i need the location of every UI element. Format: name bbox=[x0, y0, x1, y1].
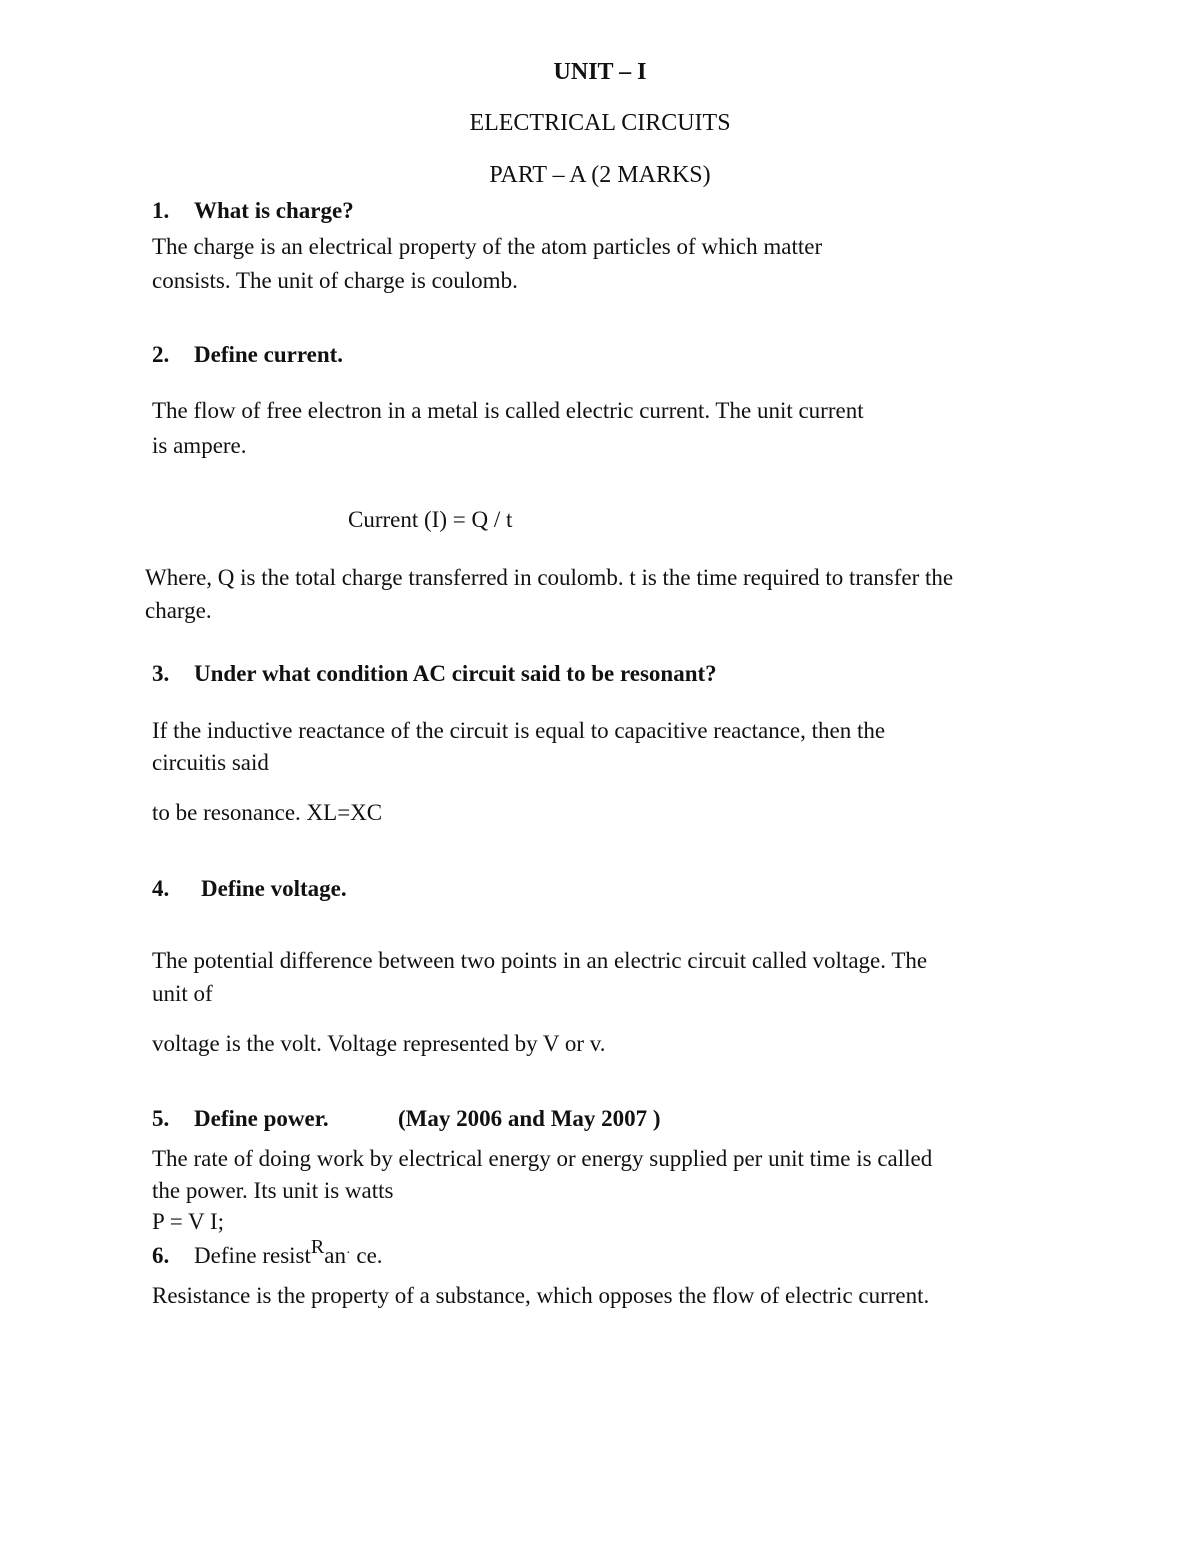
answer-3-line-2: circuitis said bbox=[152, 750, 269, 775]
answer-1-line-1: The charge is an electrical property of the atom particles of which matter bbox=[152, 234, 823, 259]
answer-4-line-2: unit of bbox=[152, 981, 213, 1006]
question-number: 2. bbox=[152, 342, 170, 367]
answer-5-line-1: The rate of doing work by electrical energy or energy supplied per unit time is called bbox=[152, 1146, 933, 1171]
question-title-part: ce. bbox=[350, 1243, 383, 1268]
part-heading: PART – A (2 MARKS) bbox=[489, 162, 711, 188]
question-5-exam-note: (May 2006 and May 2007 ) bbox=[398, 1106, 661, 1131]
answer-3-line-3: to be resonance. XL=XC bbox=[152, 800, 383, 825]
question-title-stray-mark: · bbox=[345, 1246, 351, 1261]
question-6 bbox=[152, 1236, 383, 1274]
question-title: Define power. bbox=[194, 1106, 329, 1131]
question-number: 1. bbox=[152, 198, 170, 223]
question-title: Define voltage. bbox=[201, 876, 347, 901]
question-number: 5. bbox=[152, 1106, 170, 1131]
question-title: Under what condition AC circuit said to be resonant? bbox=[194, 661, 717, 686]
question-1 bbox=[152, 197, 354, 225]
question-title-part: an bbox=[324, 1243, 346, 1268]
answer-5-line-2: the power. Its unit is watts bbox=[152, 1178, 394, 1203]
question-5 bbox=[152, 1105, 329, 1133]
unit-heading: UNIT – I bbox=[553, 59, 647, 85]
answer-2-line-1: The flow of free electron in a metal is called electric current. The unit current bbox=[152, 398, 864, 423]
answer-2-line-2: is ampere. bbox=[152, 433, 247, 458]
subject-heading: ELECTRICAL CIRCUITS bbox=[469, 110, 731, 136]
question-3 bbox=[152, 660, 717, 688]
answer-2-where-line-1: Where, Q is the total charge transferred in coulomb. t is the time required to transfer the bbox=[145, 565, 954, 590]
answer-2-where-line-2: charge. bbox=[145, 598, 212, 623]
answer-3-line-1: If the inductive reactance of the circuit is equal to capacitive reactance, then the bbox=[152, 718, 886, 743]
question-number: 4. bbox=[152, 876, 170, 901]
power-formula: P = V I; bbox=[152, 1209, 224, 1234]
answer-4-line-1: The potential difference between two points in an electric circuit called voltage. The bbox=[152, 948, 928, 973]
answer-6-line-1: Resistance is the property of a substance, which opposes the flow of electric current. bbox=[152, 1283, 930, 1308]
question-title: What is charge? bbox=[194, 198, 354, 223]
question-number: 3. bbox=[152, 661, 170, 686]
question-2 bbox=[152, 341, 343, 369]
question-number: 6. bbox=[152, 1243, 170, 1268]
current-formula: Current (I) = Q / t bbox=[348, 507, 513, 532]
answer-4-line-3: voltage is the volt. Voltage represented by V or v. bbox=[152, 1031, 606, 1056]
question-title: Define current. bbox=[194, 342, 344, 367]
question-4 bbox=[152, 875, 347, 903]
question-title-part: Define resist bbox=[194, 1243, 311, 1268]
question-title-stray-r: R bbox=[310, 1236, 325, 1258]
answer-1-line-2: consists. The unit of charge is coulomb. bbox=[152, 268, 518, 293]
